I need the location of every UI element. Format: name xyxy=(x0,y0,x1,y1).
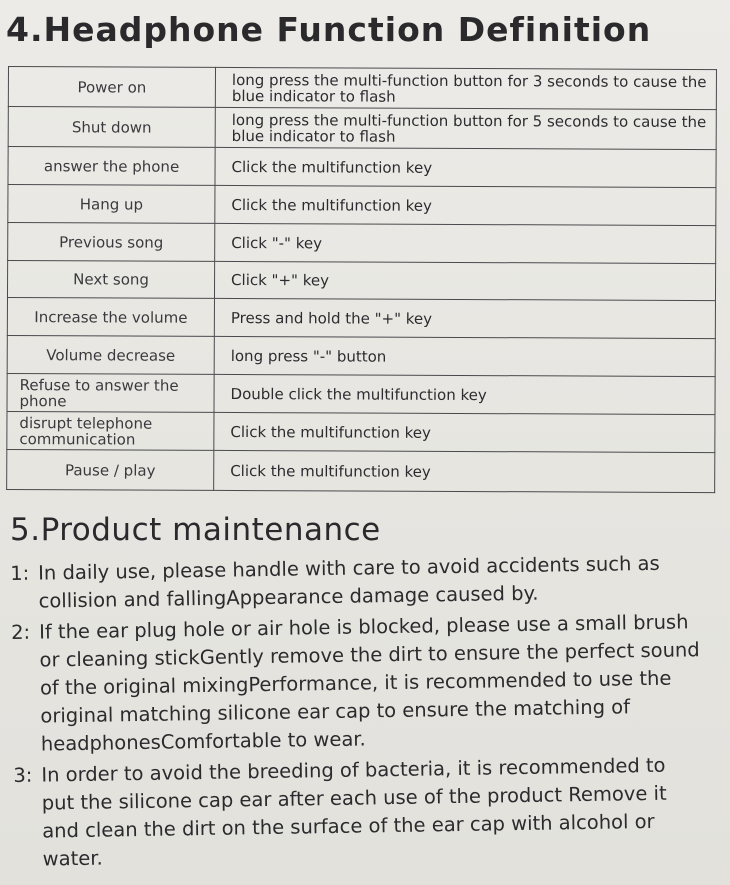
table-row xyxy=(8,223,716,264)
list-item xyxy=(11,608,703,759)
function-description-cell: long press the multi-function button for 5 seconds to cause the blue indicator to flash xyxy=(215,107,716,149)
function-name-cell: Refuse to answer the phone xyxy=(7,373,214,412)
table-row xyxy=(7,449,715,492)
table-row xyxy=(7,373,715,414)
function-name-cell: Volume decrease xyxy=(7,335,214,374)
item-text: In daily use, please handle with care to avoid accidents such as collision and fallingAppearance damage caused by. xyxy=(38,551,660,613)
table-row xyxy=(8,185,716,226)
function-name-cell: Hang up xyxy=(8,185,215,224)
item-number: 3: xyxy=(13,763,33,787)
item-number: 1: xyxy=(10,561,30,585)
function-name-cell: Power on xyxy=(8,67,215,108)
function-name-cell: Pause / play xyxy=(7,449,214,490)
function-description-cell: long press "-" button xyxy=(214,336,715,376)
function-definition-table xyxy=(6,66,717,493)
function-description-cell: Click the multifunction key xyxy=(215,185,716,225)
function-description-cell: Click "-" key xyxy=(215,223,716,263)
list-item xyxy=(10,549,701,616)
function-description-cell: Click the multifunction key xyxy=(215,147,716,187)
item-number: 2: xyxy=(10,620,31,644)
function-description-cell: Click "+" key xyxy=(214,261,715,300)
function-name-cell: disrupt telephone communication xyxy=(7,411,214,450)
item-text: In order to avoid the breeding of bacteria, it is recommended to put the silicone cap ear after each use of the product Remove it and clean the dirt on the surface of the ear cap with alcohol or water. xyxy=(41,753,667,871)
function-description-cell: Double click the multifunction key xyxy=(214,374,715,414)
item-text: If the ear plug hole or air hole is blocked, please use a small brush or cleaning stickGently remove the dirt to ensure the perfect sound of the original mixingPerformance, it is recommended to use the original matching silicone ear cap to ensure the matching of headphonesComfortable to wear. xyxy=(38,610,700,756)
function-name-cell: Previous song xyxy=(8,223,215,262)
function-name-cell: answer the phone xyxy=(8,147,215,186)
function-description-cell: long press the multi-function button for 3 seconds to cause the blue indicator to flash xyxy=(215,67,716,109)
section-title-product-maintenance: 5.Product maintenance xyxy=(10,512,381,548)
function-name-cell: Shut down xyxy=(8,107,215,148)
maintenance-list xyxy=(10,549,705,877)
function-name-cell: Increase the volume xyxy=(7,297,214,336)
function-name-cell: Next song xyxy=(7,261,214,299)
section-title-function-definition: 4.Headphone Function Definition xyxy=(6,10,652,49)
table-row xyxy=(8,147,716,188)
table-row xyxy=(8,107,716,150)
table-row xyxy=(7,297,715,338)
function-description-cell: Click the multifunction key xyxy=(214,412,715,452)
table-row xyxy=(7,261,715,301)
table-row xyxy=(8,67,716,110)
function-description-cell: Press and hold the "+" key xyxy=(214,298,715,338)
table-row xyxy=(7,411,715,452)
function-description-cell: Click the multifunction key xyxy=(214,450,715,492)
table-row xyxy=(7,335,715,376)
list-item xyxy=(13,751,705,874)
